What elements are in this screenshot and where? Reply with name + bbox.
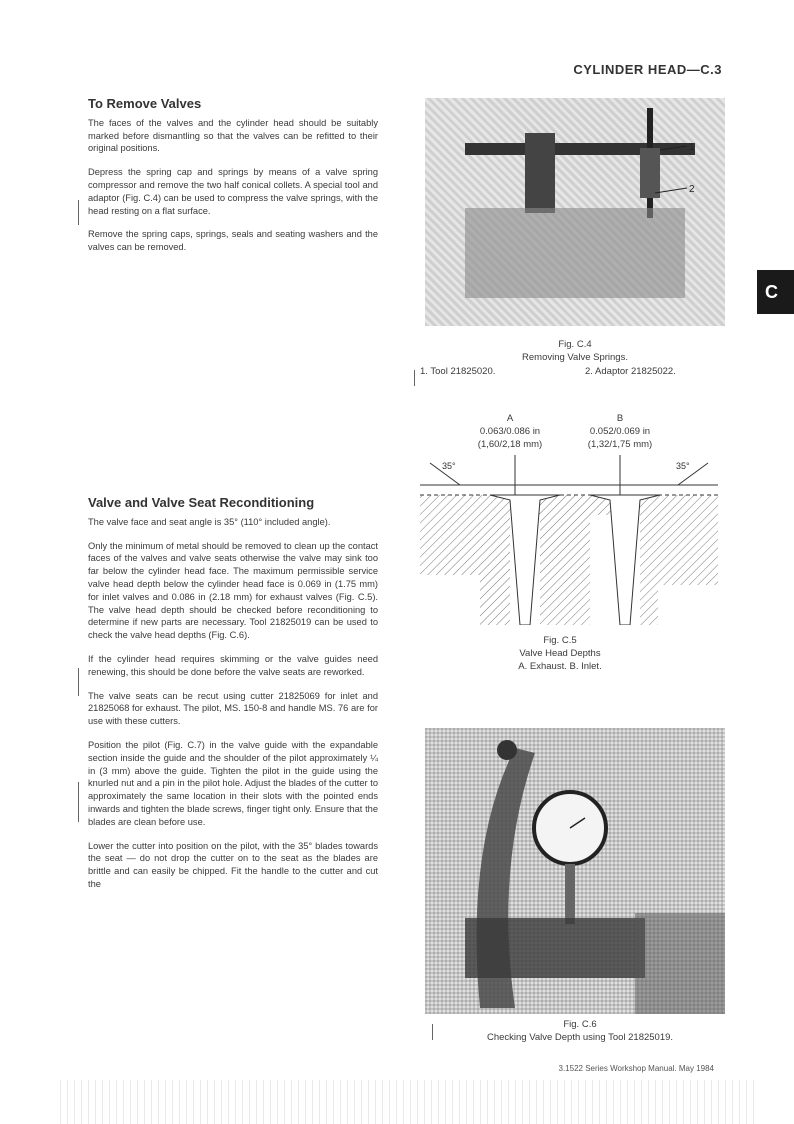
fig-c4-photo — [425, 98, 725, 326]
fig-c4-item-1: 1. Tool 21825020. — [420, 366, 496, 377]
paragraph: Only the minimum of metal should be removed to clean up the contact faces of the valves and valve seats otherwise the valve may sink too far below the cylinder head face. The maximum permissible service valve head depth below the cylinder head face is 0.069 in (1.75 mm) for inlet valves and 0.086 in (2.18 mm) for exhaust valves (Fig. C.5). The valve head depth should be checked before reconditioning to determine if new parts are necessary. Tool 21825019 can be used to check the valve head depths (Fig. C.6). — [88, 540, 378, 641]
depth-b-in: 0.052/0.069 in — [589, 426, 651, 437]
section-title: To Remove Valves — [88, 96, 202, 111]
angle-right: 35° — [676, 461, 690, 471]
fig-c6-caption — [435, 1018, 725, 1044]
page-header: CYLINDER HEAD—C.3 — [573, 62, 722, 77]
paragraph: Depress the spring cap and springs by means of a valve spring compressor and remove the two half conical collets. A special tool and adaptor (Fig. C.4) can be used to compress the valve springs, with the head resting on a flat surface. — [88, 167, 378, 216]
fig-c6-photo — [425, 728, 725, 1014]
depth-a-mm: (1,60/2,18 mm) — [477, 439, 543, 450]
paragraph: The valve seats can be recut using cutter 21825069 for inlet and 21825068 for exhaust. The pilot, MS. 150-8 and handle MS. 76 are for use with these cutters. — [88, 690, 378, 727]
label-a-group — [465, 412, 555, 451]
figure-title: Removing Valve Springs. — [522, 352, 628, 363]
paragraph: The valve face and seat angle is 35° (110° included angle). — [88, 516, 331, 527]
revision-mark — [414, 370, 415, 386]
revision-mark — [78, 668, 79, 696]
scan-noise — [60, 1080, 760, 1124]
depth-b-mm: (1,32/1,75 mm) — [587, 439, 653, 450]
depth-a-in: 0.063/0.086 in — [479, 426, 541, 437]
angle-left: 35° — [442, 461, 456, 471]
section-tab — [757, 270, 794, 314]
section-title: Valve and Valve Seat Reconditioning — [88, 495, 315, 510]
figure-number: Fig. C.6 — [563, 1019, 597, 1030]
fig-c5-caption — [460, 634, 660, 673]
figure-number: Fig. C.5 — [543, 635, 577, 646]
paragraph: Remove the spring caps, springs, seals and seating washers and the valves can be removed. — [88, 229, 378, 253]
paragraph: The faces of the valves and the cylinder head should be suitably marked before dismantling so that the valves can be refitted to their original positions. — [88, 117, 378, 154]
valve-head-depth-drawing — [420, 455, 718, 625]
callout-1: 1 — [689, 142, 695, 153]
fig-c4-caption — [440, 338, 710, 364]
revision-mark — [78, 782, 79, 822]
revision-mark — [432, 1024, 433, 1040]
section-valve-reconditioning — [88, 497, 378, 902]
figure-title: Valve Head Depths — [519, 648, 601, 659]
page-footer: 3.1522 Series Workshop Manual. May 1984 — [558, 1064, 714, 1073]
dial-gauge-illustration — [425, 728, 725, 1014]
figure-items: A. Exhaust. B. Inlet. — [518, 661, 602, 672]
label-b-group — [575, 412, 665, 451]
valve-spring-compressor-illustration — [425, 98, 725, 326]
figure-number: Fig. C.4 — [558, 339, 592, 350]
section-remove-valves — [88, 98, 378, 265]
section-tab-letter: C — [765, 282, 778, 302]
callout-2: 2 — [689, 184, 695, 195]
label-a: A — [506, 413, 514, 424]
paragraph: Position the pilot (Fig. C.7) in the valve guide with the expandable section inside the guide and the shoulder of the pilot approximately ¼ in (3 mm) above the guide. Tighten the pilot in the guide using the knurled nut and a pin in the pilot hole. Adjust the blades of the cutter to approximately the same location in their slots with the pointed ends inwards and tighten the blade screws, finger tight only. Ensure that the blades are clean before use. — [88, 739, 378, 827]
revision-mark — [78, 200, 79, 225]
paragraph: If the cylinder head requires skimming or the valve guides need renewing, this should be done before the valve seats are reworked. — [88, 653, 378, 677]
cross-section-diagram — [420, 455, 718, 625]
figure-title: Checking Valve Depth using Tool 21825019. — [486, 1032, 674, 1043]
fig-c4-item-2: 2. Adaptor 21825022. — [585, 366, 676, 377]
label-b: B — [616, 413, 624, 424]
paragraph: Lower the cutter into position on the pilot, with the 35° blades towards the seat — do not drop the cutter on to the seat as the blades are brittle and can easily be chipped. Fit the handle to the cutter and cut the — [88, 840, 378, 889]
